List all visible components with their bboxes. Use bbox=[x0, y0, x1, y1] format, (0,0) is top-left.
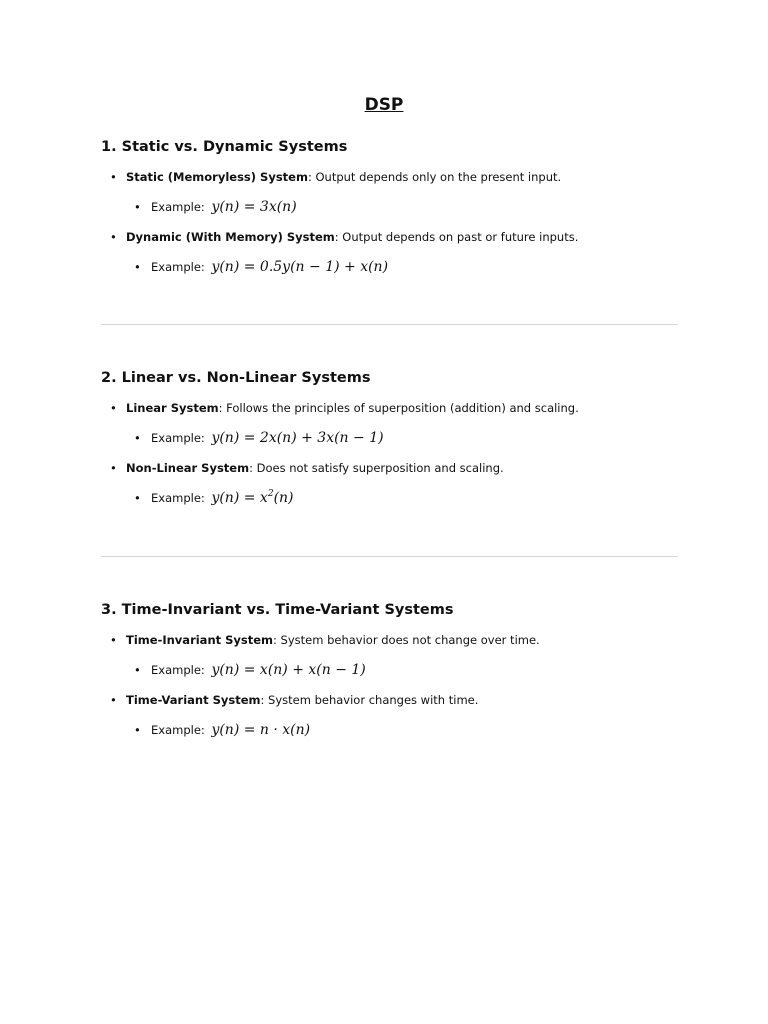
formula-base: y(n) = x bbox=[211, 490, 268, 506]
formula: y(n) = x(n) + x(n − 1) bbox=[211, 662, 366, 678]
example-label: Example: bbox=[151, 491, 205, 505]
bullet-icon: • bbox=[110, 230, 117, 244]
description: : Output depends only on the present input. bbox=[307, 170, 562, 184]
list-item bbox=[101, 460, 678, 476]
section-linear-nonlinear bbox=[101, 369, 678, 520]
example-label: Example: bbox=[151, 200, 205, 214]
bullet-icon: • bbox=[110, 633, 117, 647]
bullet-icon: • bbox=[110, 170, 117, 184]
formula bbox=[211, 490, 293, 506]
list-item bbox=[101, 692, 678, 708]
bullet-icon: • bbox=[134, 431, 141, 445]
bullet-icon: • bbox=[134, 723, 141, 737]
bullet-icon: • bbox=[110, 401, 117, 415]
section-heading: 1. Static vs. Dynamic Systems bbox=[101, 139, 348, 155]
example-item bbox=[101, 257, 678, 277]
formula: y(n) = 3x(n) bbox=[211, 199, 297, 215]
bullet-icon: • bbox=[134, 491, 141, 505]
description: : Follows the principles of superposition (addition) and scaling. bbox=[218, 401, 579, 415]
example-item bbox=[101, 660, 678, 680]
example-label: Example: bbox=[151, 260, 205, 274]
example-label: Example: bbox=[151, 723, 205, 737]
formula: y(n) = 2x(n) + 3x(n − 1) bbox=[211, 430, 384, 446]
section-divider bbox=[101, 556, 678, 557]
description: : System behavior does not change over time. bbox=[273, 633, 540, 647]
formula: y(n) = n · x(n) bbox=[211, 722, 311, 738]
example-label: Example: bbox=[151, 431, 205, 445]
example-item bbox=[101, 720, 678, 740]
section-heading: 2. Linear vs. Non-Linear Systems bbox=[101, 370, 371, 386]
example-item bbox=[101, 428, 678, 448]
section-heading: 3. Time-Invariant vs. Time-Variant Systems bbox=[101, 602, 454, 618]
example-label: Example: bbox=[151, 663, 205, 677]
bullet-icon: • bbox=[110, 461, 117, 475]
term: Time-Invariant System bbox=[126, 633, 274, 647]
bullet-icon: • bbox=[134, 200, 141, 214]
list-item bbox=[101, 400, 678, 416]
example-item bbox=[101, 197, 678, 217]
section-time-invariant-variant bbox=[101, 601, 678, 752]
term: Time-Variant System bbox=[126, 693, 261, 707]
description: : System behavior changes with time. bbox=[260, 693, 479, 707]
formula: y(n) = 0.5y(n − 1) + x(n) bbox=[211, 259, 389, 275]
bullet-icon: • bbox=[110, 693, 117, 707]
section-static-dynamic bbox=[101, 138, 678, 289]
document-title: DSP bbox=[364, 95, 404, 115]
term: Static (Memoryless) System bbox=[126, 170, 308, 184]
term: Non-Linear System bbox=[126, 461, 250, 475]
formula-tail: (n) bbox=[273, 490, 294, 506]
list-item bbox=[101, 229, 678, 245]
term: Linear System bbox=[126, 401, 219, 415]
formula-exponent: 2 bbox=[267, 489, 274, 499]
section-divider bbox=[101, 324, 678, 325]
term: Dynamic (With Memory) System bbox=[126, 230, 335, 244]
list-item bbox=[101, 632, 678, 648]
bullet-icon: • bbox=[134, 260, 141, 274]
example-item bbox=[101, 488, 678, 508]
bullet-icon: • bbox=[134, 663, 141, 677]
description: : Output depends on past or future inputs. bbox=[334, 230, 579, 244]
list-item bbox=[101, 169, 678, 185]
description: : Does not satisfy superposition and scaling. bbox=[249, 461, 504, 475]
